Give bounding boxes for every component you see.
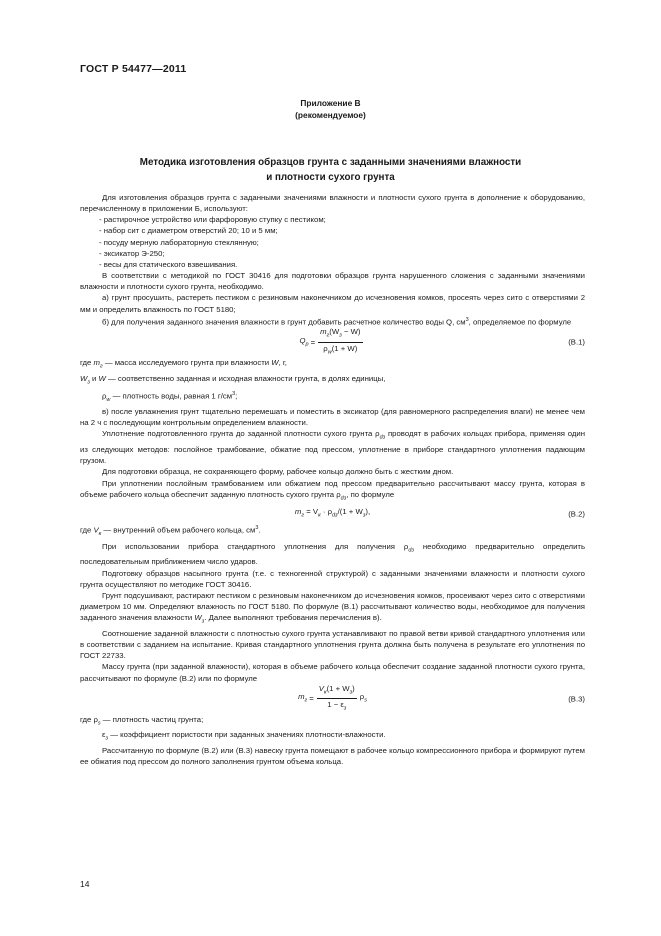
intro-paragraph: Для изготовления образцов грунта с заданными значениями влажности и плотности сухого грунта в дополнение к оборудованию, перечисленному в приложении Б, используют: [80,193,585,214]
formula-b1-number: (В.1) [568,337,585,347]
where-b3-line-2: $\varepsilon_з$ — коэффициент пористости при заданных значениях плотности-влажности. [102,730,386,742]
formula-b2: $m_г = V_к \cdot \rho_{dз}/(1 + W_з)$, (В.2) [294,507,585,519]
appendix-label: Приложение В [300,98,361,108]
equipment-item: - весы для статического взвешивания. [99,259,238,269]
bulk-soil-paragraph: Подготовку образцов насыпного грунта (т.е. с техногенной структурой) с заданными значениями влажности и плотности сухого грунта осуществляют по методике ГОСТ 30416. [80,568,585,589]
equipment-item: - эксикатор Э-250; [99,248,165,258]
mass-paragraph: Массу грунта (при заданной влажности), которая в объеме рабочего кольца обеспечит создание заданной плотности сухого грунта, рассчитывают по формуле (В.2) или по формуле [80,662,585,683]
section-title-line-2: и плотности сухого грунта [266,172,395,183]
drying-paragraph: Грунт подсушивают, растирают пестиком с резиновым наконечником до исчезновения комков, просеивают через сито с отверстиями диаметром 10 мм. Определяют влажность по ГОСТ 5180. По формуле (В.1) рассчитывают количество воды, необходимое для получения заданного значения влажности $W_з$. Далее выполняют требования перечисления в). [80,590,585,625]
where-b3-line-1: где $\rho_s$ — плотность частиц грунта; [80,714,204,727]
step-a-paragraph: а) грунт просушить, растереть пестиком с резиновым наконечником до исчезновения комков, просеять через сито с отверстиями 2 мм и определить влажность по ГОСТ 5180; [80,293,585,314]
section-title-line-1: Методика изготовления образцов грунта с заданными значениями влажности [139,157,522,168]
ring-paragraph: Для подготовки образца, не сохраняющего форму, рабочее кольцо должно быть с жестким дном. [102,467,454,477]
where-b1-line-2: $W_з$ и W — соответственно заданная и исходная влажности грунта, в долях единицы, [80,374,386,386]
appendix-type: (рекомендуемое) [295,110,366,120]
section-title [60,155,601,185]
step-b-paragraph: б) для получения заданного значения влажности в грунт добавить расчетное количество воды Q, $см^3$, определяемое по формуле [102,316,572,327]
standard-device-paragraph: При использовании прибора стандартного уплотнения для получения $\rho_{dз}$ необходимо предварительно определить последовательным приближением число ударов. [80,541,585,567]
formula-b3: $m_г$ = $\frac{V_к(1 + W_з)}{1 - \varepsilon_з}$ $\rho_s$ (В.3) [298,683,585,712]
where-b1-line-3: $\rho_w$ — плотность воды, равная 1 $г/см^3$; [102,390,238,403]
final-paragraph: Рассчитанную по формуле (В.2) или (В.3) навеску грунта помещают в рабочее кольцо компрессионного прибора и формируют путем ее обжатия под прессом до полного заполнения грунтом объема кольца. [80,746,585,767]
equipment-item: - посуду мерную лабораторную стеклянную; [99,237,259,247]
formula-b3-number: (В.3) [568,694,585,704]
equipment-item: - набор сит с диаметром отверстий 20; 10 и 5 мм; [99,226,278,236]
where-b1-line-1: где $m_г$ — масса исследуемого грунта при влажности W, г, [80,358,287,370]
formula-b1: $Q_p$ = $\frac{m_г(W_з - W)}{\rho_w(1 + W)}$ (В.1) [299,327,585,356]
layer-compaction-paragraph: При уплотнении послойным трамбованием или обжатием под прессом предварительно рассчитывают массу грунта, которая в объеме рабочего кольца обеспечит заданную плотность сухого грунта $\rho_{dз}$, по формуле [80,478,585,502]
equipment-item: - растирочное устройство или фарфоровую ступку с пестиком; [99,215,326,225]
document-body [80,192,585,767]
compaction-paragraph: Уплотнение подготовленного грунта до заданной плотности сухого грунта $\rho_{dз}$ проводят в рабочих кольцах прибора, применяя один из следующих методов: послойное трамбование, обжатие под прессом, уплотнение в приборе стандартного уплотнения падающим грузом. [80,429,586,466]
where-b2-line: где $V_к$ — внутренний объем рабочего кольца, $см^3$. [80,525,261,538]
standard-header: ГОСТ Р 54477—2011 [80,63,187,75]
page-number: 14 [80,879,90,889]
gost-30416-paragraph: В соответствии с методикой по ГОСТ 30416 для подготовки образцов грунта нарушенного сложения с заданными значениями влажности и плотности сухого грунта, необходимо. [80,271,585,292]
ratio-paragraph: Соотношение заданной влажности с плотностью сухого грунта устанавливают по правой ветви кривой стандартного уплотнения или в соответствии с заданием на испытание. Кривая стандартного уплотнения грунта должна быть получена в результате его уплотнения по ГОСТ 22733. [80,628,585,661]
step-v-paragraph: в) после увлажнения грунт тщательно перемешать и поместить в эксикатор (для равномерного распределения влаги) не менее чем на 2 ч с последующим контрольным определением влажности. [80,407,585,428]
formula-b2-number: (В.2) [568,509,585,519]
